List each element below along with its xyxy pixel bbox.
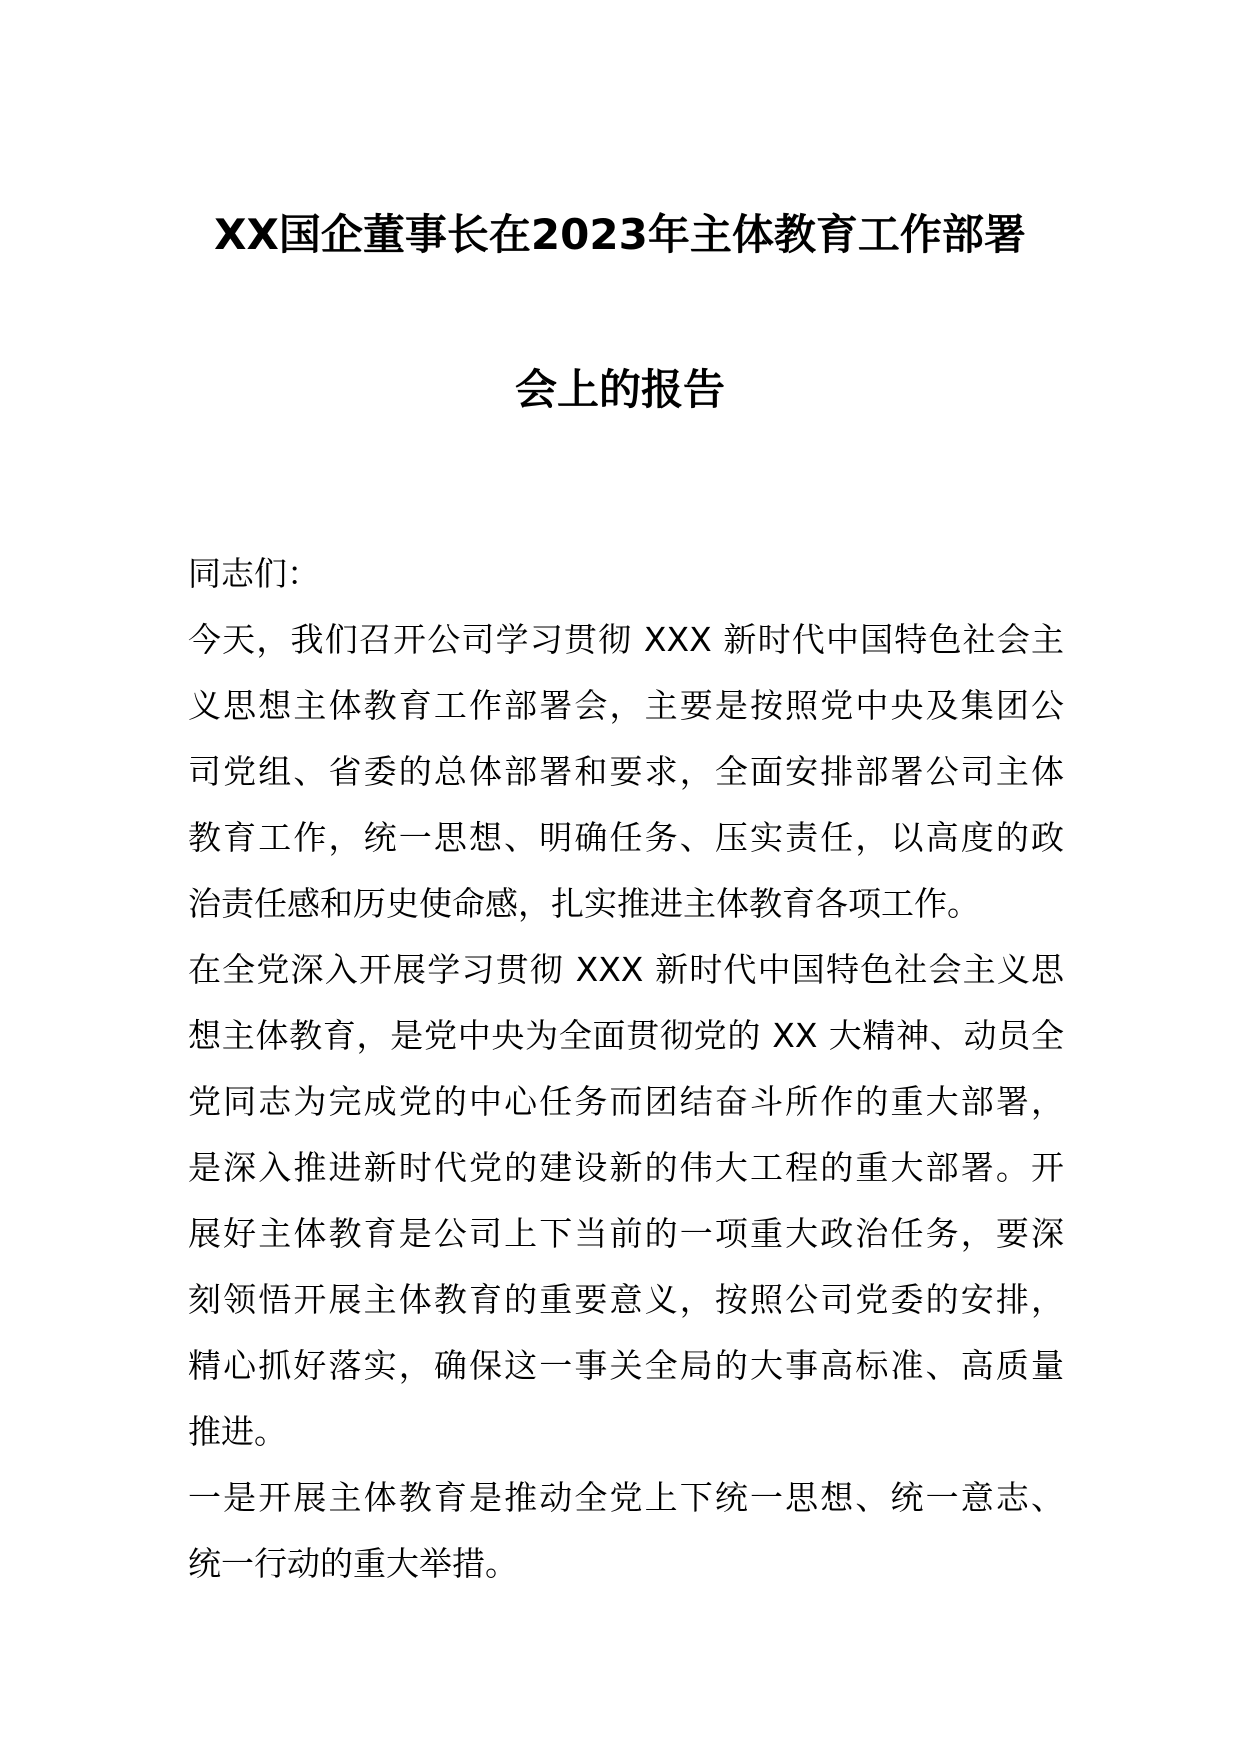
body-text-line: 刻领悟开展主体教育的重要意义，按照公司党委的安排， <box>188 1280 1064 1319</box>
body-text-line: 治责任感和历史使命感，扎实推进主体教育各项工作。 <box>188 884 980 923</box>
body-text-line: 党同志为完成党的中心任务而团结奋斗所作的重大部署， <box>188 1082 1064 1121</box>
body-text-line: 精心抓好落实，确保这一事关全局的大事高标准、高质量 <box>188 1346 1064 1385</box>
body-text-line: 推进。 <box>188 1412 287 1451</box>
body-text-line: 今天，我们召开公司学习贯彻 XXX 新时代中国特色社会主 <box>188 620 1064 659</box>
body-text-line: 展好主体教育是公司上下当前的一项重大政治任务，要深 <box>188 1214 1064 1253</box>
body-text-line: 在全党深入开展学习贯彻 XXX 新时代中国特色社会主义思 <box>188 950 1064 989</box>
body-text-line: 教育工作，统一思想、明确任务、压实责任，以高度的政 <box>188 818 1064 857</box>
body-text-line: 义思想主体教育工作部署会，主要是按照党中央及集团公 <box>188 686 1064 725</box>
document-title-line-2: 会上的报告 <box>514 365 725 414</box>
salutation: 同志们： <box>188 554 320 593</box>
body-text-line: 统一行动的重大举措。 <box>188 1544 518 1583</box>
body-text-line: 是深入推进新时代党的建设新的伟大工程的重大部署。开 <box>188 1148 1064 1187</box>
body-text-line: 司党组、省委的总体部署和要求，全面安排部署公司主体 <box>188 752 1064 791</box>
body-text-line: 一是开展主体教育是推动全党上下统一思想、统一意志、 <box>188 1478 1064 1517</box>
body-text-line: 想主体教育，是党中央为全面贯彻党的 XX 大精神、动员全 <box>188 1016 1064 1055</box>
document-title-line-1: XX国企董事长在2023年主体教育工作部署 <box>214 210 1026 259</box>
